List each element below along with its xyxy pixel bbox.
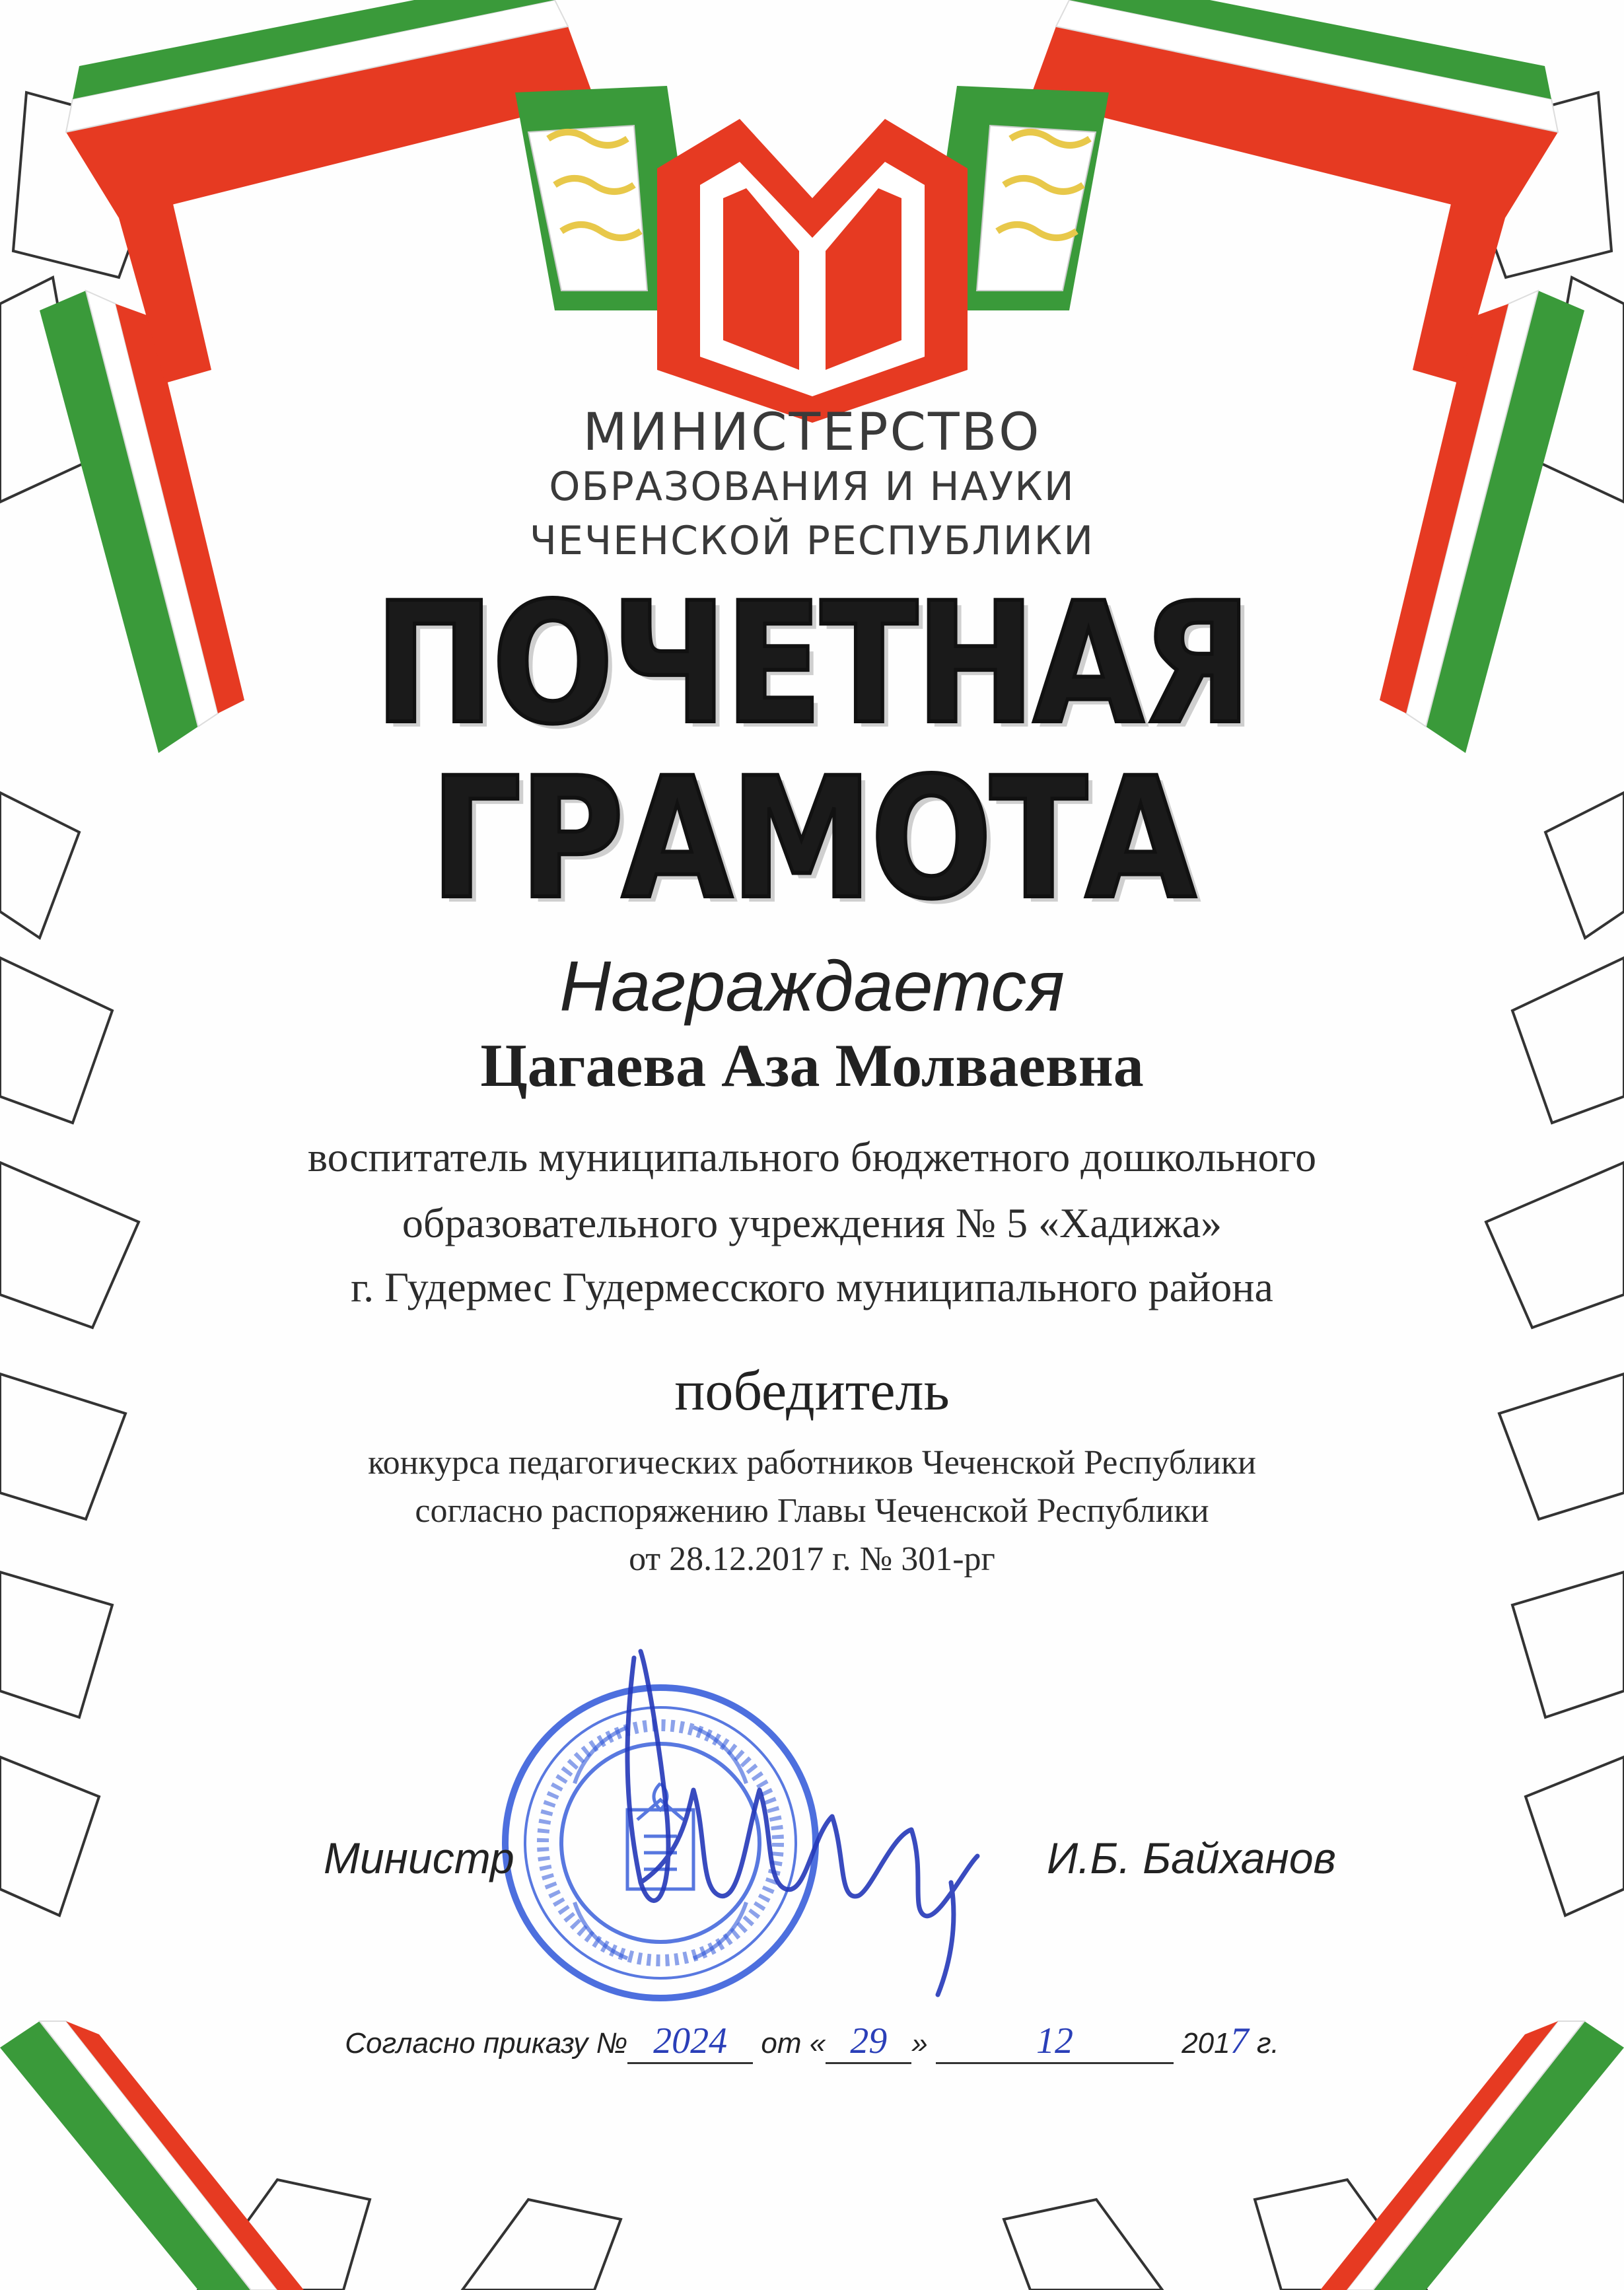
certificate-title-line2: ГРАМОТА (430, 742, 1194, 936)
award-reason-line: согласно распоряжению Главы Чеченской Республики (415, 1492, 1209, 1530)
awarded-label: Награждается (559, 946, 1065, 1026)
order-year-prefix: 201 (1182, 2027, 1230, 2059)
order-number-field: 2024 (627, 2020, 753, 2064)
ministry-name-line2: ОБРАЗОВАНИЯ И НАУКИ (549, 464, 1075, 510)
recipient-position-line: г. Гудермес Гудермесского муниципального района (351, 1264, 1273, 1310)
signatory-title: Министр (324, 1834, 514, 1882)
recipient-position-line: образовательного учреждения № 5 «Хадижа» (402, 1199, 1222, 1246)
order-from-label: от « (761, 2027, 826, 2059)
order-suffix: г. (1256, 2027, 1279, 2059)
order-year-digit: 7 (1230, 2021, 1249, 2061)
certificate-title-line1: ПОЧЕТНАЯ (374, 567, 1250, 761)
order-quote-close: » (911, 2027, 928, 2059)
order-prefix: Согласно приказу № (345, 2027, 628, 2059)
award-status: победитель (674, 1359, 950, 1422)
ministry-name-line1: МИНИСТЕРСТВО (583, 403, 1041, 462)
order-day-field: 29 (826, 2020, 911, 2064)
award-reason-line: конкурса педагогических работников Чеченской Республики (368, 1444, 1256, 1482)
award-reason-line: от 28.12.2017 г. № 301-рг (629, 1540, 995, 1578)
recipient-position-line: воспитатель муниципального бюджетного дошкольного (307, 1133, 1317, 1180)
order-month-field: 12 (936, 2020, 1174, 2064)
signatory-name: И.Б. Байханов (1047, 1834, 1336, 1882)
ministry-m-emblem-icon (657, 119, 968, 423)
handwritten-signature-icon (581, 1618, 1043, 2001)
order-reference (0, 2020, 1624, 2064)
recipient-name: Цагаева Аза Молваевна (480, 1032, 1144, 1099)
ministry-name-line3: ЧЕЧЕНСКОЙ РЕСПУБЛИКИ (529, 518, 1095, 564)
